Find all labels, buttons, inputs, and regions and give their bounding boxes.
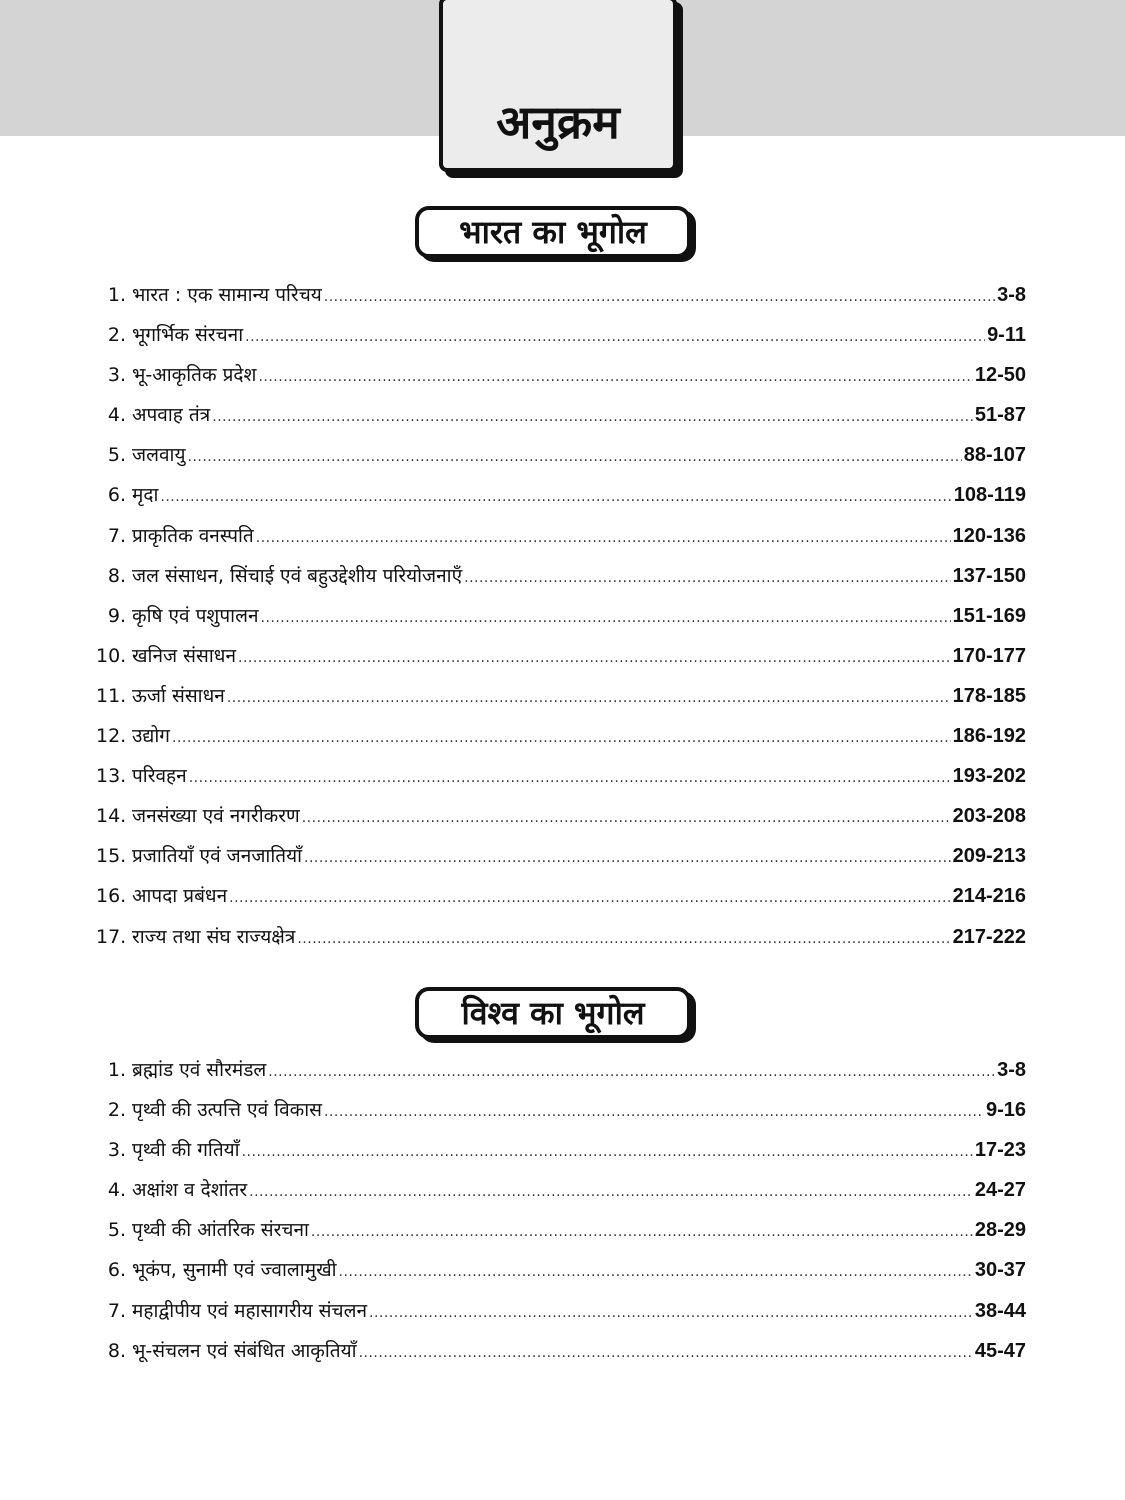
toc-entry-number: 13.: [96, 765, 127, 788]
toc-entry-number: 2.: [107, 324, 126, 347]
section-heading-world: [415, 987, 691, 1039]
toc-entry-number: 5.: [107, 1219, 126, 1242]
page-title: अनुक्रम: [496, 95, 620, 149]
toc-entry-pages: 38-44: [974, 1299, 1026, 1322]
toc-entry-number: 12.: [96, 725, 127, 748]
toc-entry-pages: 108-119: [953, 484, 1026, 507]
toc-entry: [96, 1291, 1026, 1331]
toc-entry-number: 4.: [107, 1179, 126, 1202]
toc-entry-number: 14.: [96, 805, 127, 828]
toc-entry-title: भू-संचलन एवं संबंधित आकृतियाँ: [132, 1339, 357, 1362]
toc-entry-pages: 88-107: [963, 444, 1026, 467]
toc-entry-number: 1.: [107, 284, 126, 306]
toc-entry: [96, 1331, 1026, 1371]
dot-leader: [229, 878, 950, 918]
dot-leader: [245, 317, 985, 357]
toc-entry-pages: 9-11: [987, 324, 1026, 347]
toc-entry-number: 10.: [96, 644, 127, 667]
toc-entry-number: 8.: [107, 564, 126, 587]
toc-entry-title: आपदा प्रबंधन: [132, 885, 228, 908]
toc-entry-title: पृथ्वी की उत्पत्ति एवं विकास: [132, 1099, 323, 1122]
dot-leader: [189, 758, 951, 798]
toc-entry-pages: 217-222: [952, 925, 1026, 948]
toc-entry-number: 9.: [107, 604, 126, 627]
dot-leader: [188, 437, 962, 477]
toc-entry: [96, 716, 1026, 756]
toc-entry-pages: 24-27: [974, 1179, 1026, 1202]
toc-entry-title: मृदा: [132, 484, 159, 507]
toc-entry-pages: 151-169: [952, 604, 1026, 627]
dot-leader: [249, 1172, 973, 1212]
toc-entry-title: प्रजातियाँ एवं जनजातियाँ: [132, 845, 303, 868]
toc-entry-title: जल संसाधन, सिंचाई एवं बहुउद्देशीय परियोजनाएँ: [132, 564, 463, 587]
toc-entry: [96, 1130, 1026, 1170]
toc-entry-number: 8.: [107, 1339, 126, 1362]
toc-entry-pages: 209-213: [952, 845, 1026, 868]
dot-leader: [261, 598, 951, 638]
toc-entry-number: 5.: [107, 444, 126, 467]
toc-entry-number: 11.: [96, 684, 127, 707]
toc-entry-title: भूकंप, सुनामी एवं ज्वालामुखी: [132, 1259, 337, 1282]
dot-leader: [160, 477, 951, 517]
toc-entry: [96, 756, 1026, 796]
toc-entry-title: प्राकृतिक वनस्पति: [132, 524, 254, 547]
toc-entry-title: पृथ्वी की गतियाँ: [132, 1139, 240, 1162]
dot-leader: [238, 638, 951, 678]
toc-entry: [96, 395, 1026, 435]
dot-leader: [297, 919, 950, 959]
toc-entry-pages: 3-8: [997, 284, 1026, 306]
toc-entry-pages: 120-136: [952, 524, 1026, 547]
toc-entry-pages: 12-50: [974, 364, 1026, 387]
toc-list-world: [96, 1050, 1026, 1371]
section-heading-text: विश्व का भूगोल: [461, 994, 645, 1032]
toc-entry: [96, 556, 1026, 596]
toc-entry-pages: 3-8: [997, 1059, 1026, 1081]
toc-entry-number: 2.: [107, 1099, 126, 1122]
toc-entry-pages: 30-37: [974, 1259, 1026, 1282]
toc-entry-title: उद्योग: [132, 725, 171, 748]
toc-entry: [96, 636, 1026, 676]
dot-leader: [324, 1092, 984, 1132]
toc-entry: [96, 796, 1026, 836]
toc-entry-pages: 17-23: [974, 1139, 1026, 1162]
toc-entry: [96, 876, 1026, 916]
dot-leader: [359, 1333, 973, 1373]
toc-entry-title: राज्य तथा संघ राज्यक्षेत्र: [132, 925, 296, 948]
toc-entry: [96, 1050, 1026, 1090]
dot-leader: [311, 1212, 973, 1252]
toc-entry-title: परिवहन: [132, 765, 187, 788]
toc-entry-pages: 51-87: [974, 404, 1026, 427]
toc-entry-number: 1.: [107, 1059, 126, 1081]
toc-entry-title: ऊर्जा संसाधन: [132, 684, 225, 707]
toc-entry-title: जलवायु: [132, 444, 186, 467]
dot-leader: [242, 1132, 973, 1172]
toc-entry-number: 4.: [107, 404, 126, 427]
toc-entry-pages: 137-150: [952, 564, 1026, 587]
toc-entry: [96, 917, 1026, 957]
toc-entry: [96, 435, 1026, 475]
dot-leader: [258, 357, 972, 397]
toc-entry-pages: 214-216: [952, 885, 1026, 908]
toc-entry-title: अक्षांश व देशांतर: [132, 1179, 248, 1202]
toc-entry-pages: 193-202: [952, 765, 1026, 788]
toc-entry-number: 3.: [107, 364, 126, 387]
toc-entry: [96, 355, 1026, 395]
toc-entry-title: अपवाह तंत्र: [132, 404, 211, 427]
toc-entry: [96, 1090, 1026, 1130]
section-heading-india: [415, 206, 691, 258]
toc-entry: [96, 836, 1026, 876]
toc-entry-pages: 45-47: [974, 1339, 1026, 1362]
toc-entry-pages: 9-16: [985, 1099, 1026, 1122]
toc-list-india: [96, 275, 1026, 957]
toc-entry-pages: 28-29: [974, 1219, 1026, 1242]
toc-entry-title: भारत : एक सामान्य परिचय: [132, 284, 322, 306]
toc-entry-number: 6.: [107, 1259, 126, 1282]
toc-entry: [96, 676, 1026, 716]
toc-entry-title: जनसंख्या एवं नगरीकरण: [132, 805, 300, 828]
toc-entry-number: 15.: [96, 845, 127, 868]
dot-leader: [369, 1293, 973, 1333]
toc-entry-pages: 170-177: [952, 644, 1026, 667]
dot-leader: [339, 1252, 973, 1292]
toc-entry-title: कृषि एवं पशुपालन: [132, 604, 259, 627]
toc-entry: [96, 1170, 1026, 1210]
dot-leader: [304, 838, 951, 878]
toc-entry: [96, 475, 1026, 515]
toc-entry-title: भू-आकृतिक प्रदेश: [132, 364, 257, 387]
toc-entry-title: महाद्वीपीय एवं महासागरीय संचलन: [132, 1299, 368, 1322]
toc-entry-title: पृथ्वी की आंतरिक संरचना: [132, 1219, 309, 1242]
section-heading-text: भारत का भूगोल: [459, 213, 647, 251]
dot-leader: [212, 397, 973, 437]
toc-entry-number: 7.: [107, 1299, 126, 1322]
title-box: [439, 0, 677, 172]
toc-entry-pages: 186-192: [952, 725, 1026, 748]
dot-leader: [256, 518, 951, 558]
dot-leader: [227, 678, 951, 718]
toc-entry: [96, 275, 1026, 315]
toc-entry: [96, 315, 1026, 355]
toc-entry-number: 3.: [107, 1139, 126, 1162]
toc-entry: [96, 596, 1026, 636]
toc-entry: [96, 1250, 1026, 1290]
toc-entry-pages: 203-208: [952, 805, 1026, 828]
toc-entry-number: 6.: [107, 484, 126, 507]
toc-entry-title: खनिज संसाधन: [132, 644, 236, 667]
toc-entry: [96, 516, 1026, 556]
dot-leader: [464, 558, 950, 598]
toc-entry-pages: 178-185: [952, 684, 1026, 707]
toc-entry: [96, 1210, 1026, 1250]
toc-entry-title: भूगर्भिक संरचना: [132, 324, 244, 347]
toc-entry-number: 7.: [107, 524, 126, 547]
dot-leader: [302, 798, 951, 838]
dot-leader: [324, 277, 995, 317]
toc-entry-title: ब्रह्मांड एवं सौरमंडल: [132, 1059, 267, 1081]
toc-entry-number: 16.: [96, 885, 127, 908]
toc-entry-number: 17.: [96, 925, 127, 948]
dot-leader: [172, 718, 951, 758]
dot-leader: [268, 1052, 995, 1092]
